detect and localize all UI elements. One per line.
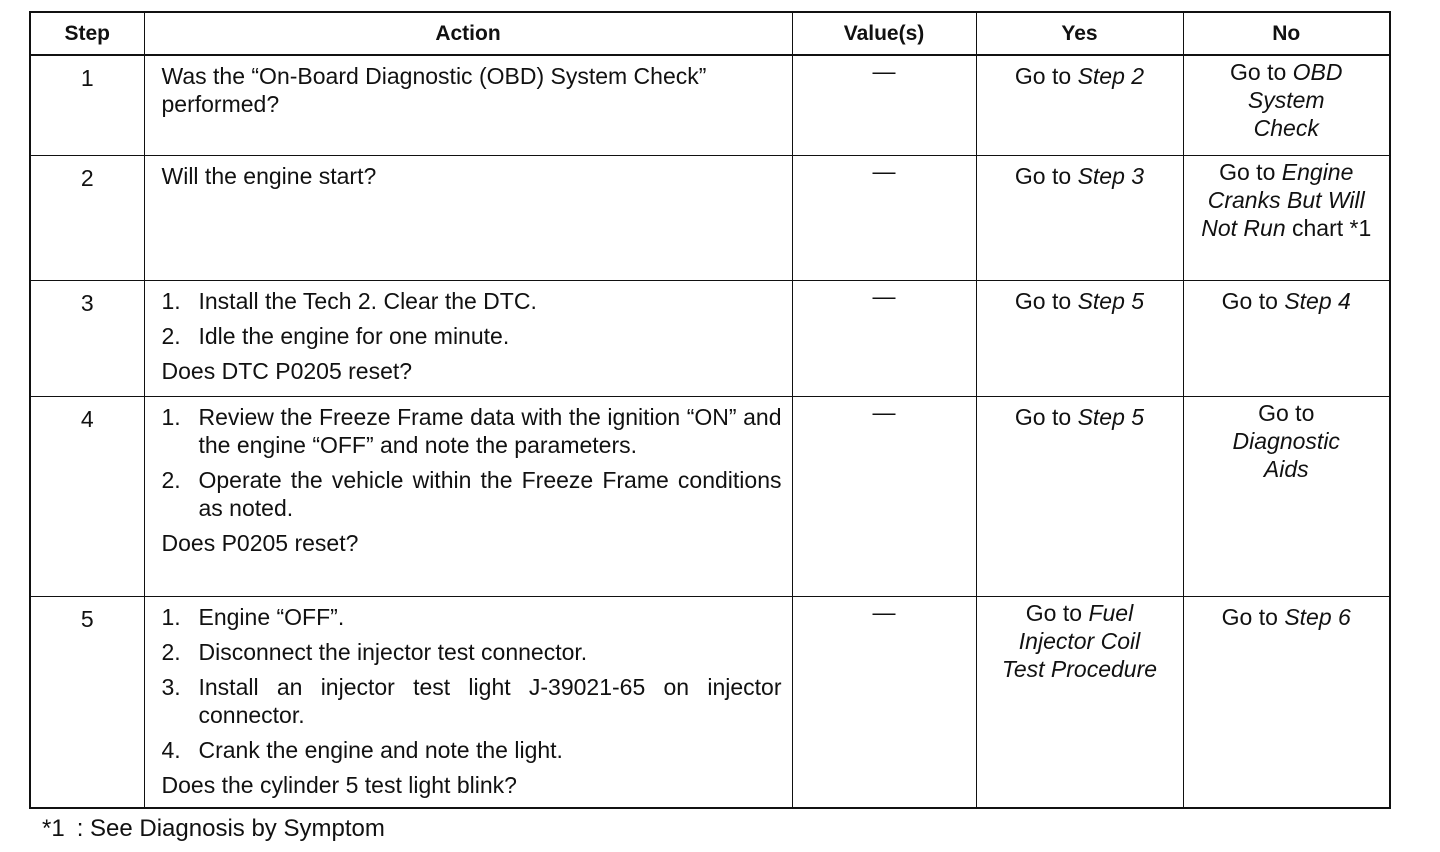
header-no: No [1183, 12, 1390, 55]
action-cell [144, 155, 792, 280]
yes-cell [976, 155, 1183, 280]
action-step [162, 287, 782, 315]
yes-prefix: Go to [1014, 403, 1078, 430]
no-cell [1183, 280, 1390, 396]
action-step [162, 736, 782, 764]
yes-cell [976, 596, 1183, 808]
yes-prefix: Go to [1025, 599, 1089, 626]
step-item-number: 1. [161, 403, 181, 430]
action-steps [162, 403, 782, 522]
no-cell [1183, 596, 1390, 808]
footnote-text: : See Diagnosis by Symptom [76, 815, 385, 842]
no-link[interactable]: Diagnostic Aids [1232, 427, 1340, 482]
step-item-number: 2. [161, 466, 181, 493]
step-item-text: Install the Tech 2. Clear the DTC. [198, 287, 537, 314]
no-suffix: chart *1 [1292, 214, 1372, 241]
step-item-number: 4. [161, 736, 181, 763]
footnote [42, 815, 385, 843]
action-step [162, 673, 782, 729]
yes-link[interactable]: Step 3 [1077, 162, 1145, 189]
header-step: Step [30, 12, 144, 55]
step-item-text: Idle the engine for one minute. [198, 322, 510, 349]
action-step [162, 638, 782, 666]
question-text: Does P0205 reset? [161, 529, 359, 556]
step-item-number: 2. [161, 322, 181, 349]
yes-link[interactable]: Step 5 [1077, 403, 1145, 430]
step-number: 3 [30, 280, 144, 396]
footnote-mark: *1 [42, 815, 65, 842]
yes-cell [976, 280, 1183, 396]
table-row [30, 596, 1390, 808]
yes-cell [976, 55, 1183, 155]
yes-link[interactable]: Fuel Injector Coil Test Procedure [1001, 599, 1158, 682]
action-steps [162, 287, 782, 350]
table-row [30, 396, 1390, 596]
no-link[interactable]: OBD System Check [1247, 59, 1343, 141]
yes-prefix: Go to [1014, 287, 1078, 314]
header-values: Value(s) [792, 12, 976, 55]
yes-prefix: Go to [1014, 63, 1078, 89]
yes-cell [976, 396, 1183, 596]
action-cell [144, 396, 792, 596]
step-item-text: Crank the engine and note the light. [198, 736, 563, 763]
no-prefix: Go to [1221, 287, 1285, 314]
action-step [162, 322, 782, 350]
value-cell: — [792, 155, 976, 280]
step-item-text: Install an injector test light J-39021-65 on injector connector. [198, 673, 782, 728]
action-cell [144, 55, 792, 155]
no-prefix: Go to [1221, 603, 1285, 630]
no-link[interactable]: Step 6 [1284, 603, 1351, 630]
header-yes: Yes [976, 12, 1183, 55]
table-header-row [30, 12, 1390, 55]
action-steps [162, 603, 782, 764]
yes-link[interactable]: Step 5 [1077, 287, 1145, 314]
step-item-number: 3. [161, 673, 181, 700]
no-prefix: Go to [1230, 59, 1293, 85]
value-cell: — [792, 55, 976, 155]
value-cell: — [792, 396, 976, 596]
yes-link[interactable]: Step 2 [1077, 63, 1145, 89]
step-number: 1 [30, 55, 144, 155]
table-row [30, 55, 1390, 155]
question-text: Was the “On-Board Diagnostic (OBD) System Check” performed? [161, 63, 707, 117]
value-cell: — [792, 280, 976, 396]
action-step [162, 466, 782, 522]
question-text: Does DTC P0205 reset? [161, 357, 413, 384]
diagnostic-table [29, 11, 1391, 809]
step-number: 2 [30, 155, 144, 280]
step-item-text: Engine “OFF”. [198, 603, 345, 630]
step-number: 4 [30, 396, 144, 596]
no-link[interactable]: Step 4 [1284, 287, 1351, 314]
table-row [30, 155, 1390, 280]
step-number: 5 [30, 596, 144, 808]
no-prefix: Go to [1258, 399, 1315, 426]
yes-prefix: Go to [1014, 162, 1078, 189]
table-row [30, 280, 1390, 396]
step-item-text: Operate the vehicle within the Freeze Frame conditions as noted. [198, 466, 782, 521]
step-item-number: 1. [161, 603, 181, 630]
no-link[interactable]: Engine Cranks But Will Not Run [1201, 158, 1365, 241]
value-cell: — [792, 596, 976, 808]
header-action: Action [144, 12, 792, 55]
step-item-number: 2. [161, 638, 181, 665]
step-item-text: Disconnect the injector test connector. [198, 638, 588, 665]
no-cell [1183, 55, 1390, 155]
no-cell [1183, 155, 1390, 280]
no-prefix: Go to [1219, 158, 1282, 185]
action-cell [144, 596, 792, 808]
action-step [162, 603, 782, 631]
action-cell [144, 280, 792, 396]
step-item-number: 1. [161, 287, 181, 314]
action-step [162, 403, 782, 459]
question-text: Does the cylinder 5 test light blink? [161, 771, 517, 798]
no-cell [1183, 396, 1390, 596]
step-item-text: Review the Freeze Frame data with the ignition “ON” and the engine “OFF” and note the parameters. [198, 403, 782, 458]
question-text: Will the engine start? [161, 162, 377, 189]
